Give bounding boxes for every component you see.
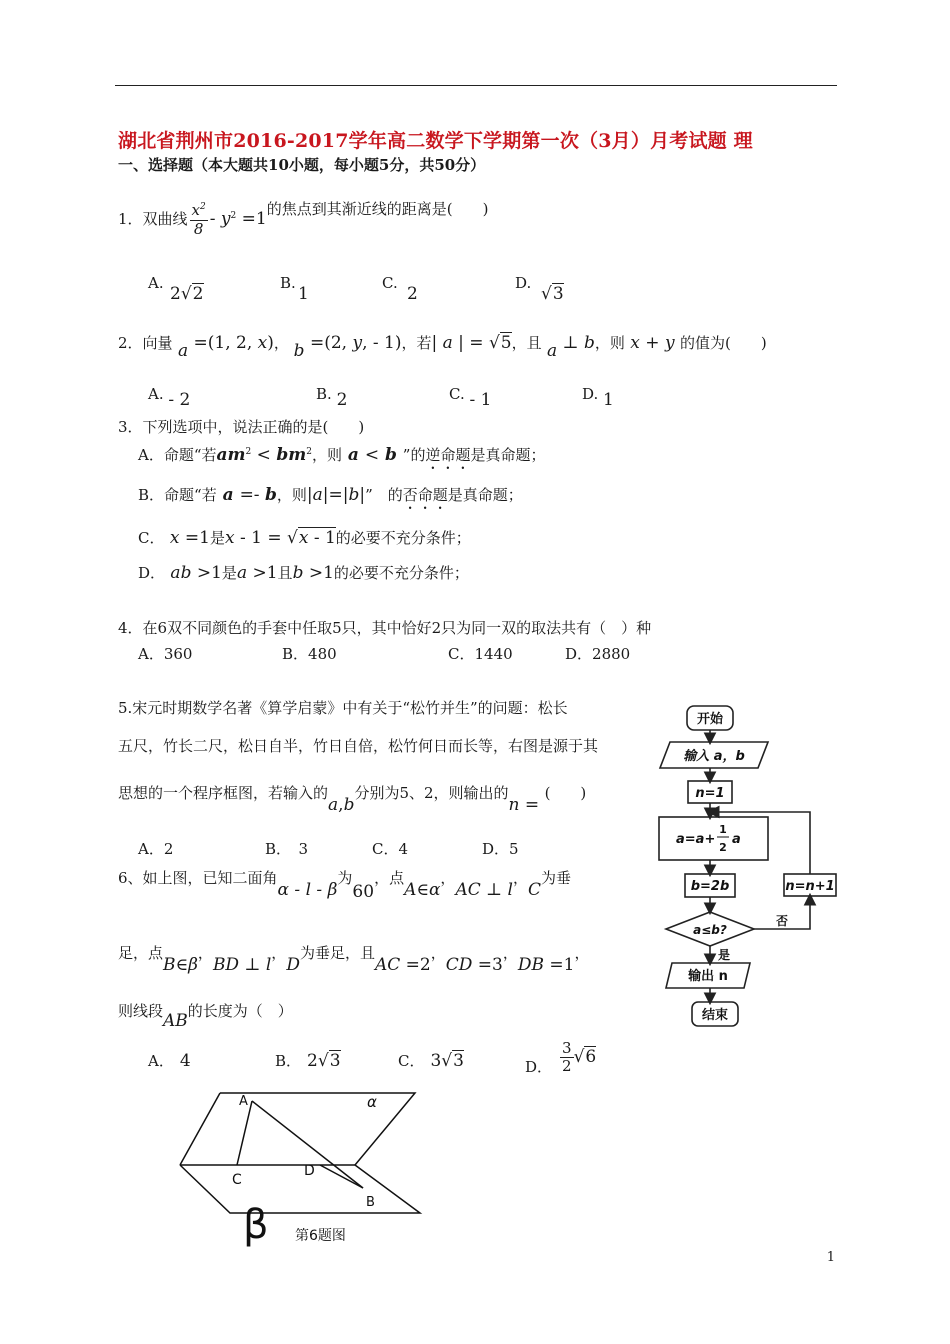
flow-init-label: n=1 (695, 786, 725, 801)
q1-option-d: D. (515, 274, 532, 292)
q1-option-b-value: 1 (298, 284, 309, 304)
q6-line-1: 6、如上图，已知二面角α - l - β为60，点A∈α，AC ⊥ l，C为垂 (118, 869, 572, 902)
flow-end-label: 结束 (701, 1008, 729, 1023)
beta-label: β (243, 1202, 269, 1248)
segment-DB (320, 1165, 363, 1188)
question-3-stem: 3．下列选项中，说法正确的是( ) (118, 418, 365, 436)
flow-double-label: b=2b (690, 879, 730, 894)
fig-caption: 第6题图 (295, 1228, 346, 1244)
plane-alpha-edge (220, 1093, 415, 1165)
q1-option-c: C. (382, 274, 398, 292)
q6-line-3: 则线段AB的长度为（ ） (118, 1002, 293, 1031)
top-rule (115, 85, 837, 86)
q5-option-a: A．2 (138, 840, 174, 858)
q1-option-a: A. (148, 274, 164, 292)
q4-option-a: A．360 (138, 645, 193, 663)
flow-input-label: 输入 a，b (683, 749, 745, 764)
q1-prefix: 1．双曲线 (118, 210, 188, 228)
q2-option-c: C. - 1 (449, 385, 492, 410)
segment-AC (237, 1101, 252, 1165)
q1-suffix: 的焦点到其渐近线的距离是( ) (266, 200, 489, 218)
q4-option-d: D．2880 (565, 645, 631, 663)
page-number: 1 (826, 1250, 835, 1265)
q5-option-d: D．5 (482, 840, 519, 858)
point-A-label: A (239, 1094, 248, 1109)
question-4-stem: 4．在6双不同颜色的手套中任取5只，其中恰好2只为同一双的取法共有（ ）种 (118, 619, 652, 637)
flow-output-label: 输出 n (688, 969, 728, 984)
q1-option-a-value: 2√2 (170, 284, 204, 304)
q1-option-d-value: √3 (541, 284, 564, 304)
q1-option-b: B. (280, 274, 296, 292)
q4-option-c: C．1440 (448, 645, 513, 663)
flow-step-tail: a (732, 832, 741, 847)
q5-line-1: 5.宋元时期数学名著《算学启蒙》中有关于“松竹并生”的问题：松长 (118, 699, 568, 717)
q6-option-d: D． $\frac{3}{2}$ √6 (525, 1039, 597, 1076)
flowchart (640, 700, 850, 1035)
q2-option-b: B. 2 (316, 385, 348, 410)
q6-figure (175, 1085, 430, 1250)
page-title: 湖北省荆州市2016-2017学年高二数学下学期第一次（3月）月考试题 理 (118, 130, 753, 152)
flow-yes-label: 是 (718, 948, 731, 962)
q3-option-a: A．命题“若$am^2 < bm^2$，则 a < b ”的逆命题是真命题； (138, 445, 546, 465)
flow-cond-label: a≤b? (693, 923, 727, 937)
q1-option-c-value: 2 (407, 284, 418, 304)
q2-option-a: A. - 2 (148, 385, 191, 410)
flow-step-den: 2 (719, 841, 727, 854)
point-C-label: C (232, 1172, 242, 1188)
point-B-label: B (366, 1195, 375, 1210)
flow-step-num: 1 (719, 823, 727, 836)
q4-option-b: B．480 (282, 645, 337, 663)
flow-inc-label: n=n+1 (785, 879, 835, 894)
q5-option-b: B． 3 (265, 840, 309, 858)
q1-fraction: $\frac{x^2}{8}$ (191, 201, 206, 238)
section-heading: 一、选择题（本大题共10小题，每小题5分，共50分） (118, 156, 486, 174)
alpha-label: α (367, 1093, 377, 1111)
q3-option-b: B．命题“若 a =- b，则|a|=|b|” 的否命题是真命题； (138, 485, 523, 505)
plane-beta-edge (180, 1165, 420, 1213)
q5-option-c: C．4 (372, 840, 409, 858)
q6-line-2: 足，点B∈β，BD ⊥ l，D为垂足，且AC =2，CD =3，DB =1， (118, 944, 590, 975)
flow-no-label: 否 (776, 914, 789, 928)
q3-option-c: C． x =1是x - 1 = √x - 1的必要不充分条件； (138, 528, 471, 548)
flow-start-label: 开始 (696, 712, 724, 727)
question-2: 2．向量 a =(1, 2, x)， b =(2, y, - 1)，若| a | = √5，且 a ⊥ b，则 x + y 的值为( ) (118, 333, 767, 361)
q6-option-a: A． 4 (148, 1051, 191, 1071)
q5-line-3: 思想的一个程序框图，若输入的a,b分别为5、2，则输出的n = ( ) (118, 784, 587, 815)
flow-step-label: a=a+ (676, 832, 716, 847)
q6-option-b: B． 2√3 (275, 1051, 341, 1071)
q6-option-c: C． 3√3 (398, 1051, 464, 1071)
question-1: 1．双曲线 $\frac{x^2}{8}$ - $y^2 =1$的焦点到其渐近线的距离是( ) (118, 200, 489, 238)
q5-line-2: 五尺，竹长二尺，松日自半，竹日自倍，松竹何日而长等，右图是源于其 (118, 737, 599, 755)
q2-option-d: D. 1 (582, 385, 614, 410)
point-D-label: D (304, 1163, 315, 1179)
q3-option-d: D． ab >1是a >1且b >1的必要不充分条件； (138, 563, 469, 583)
